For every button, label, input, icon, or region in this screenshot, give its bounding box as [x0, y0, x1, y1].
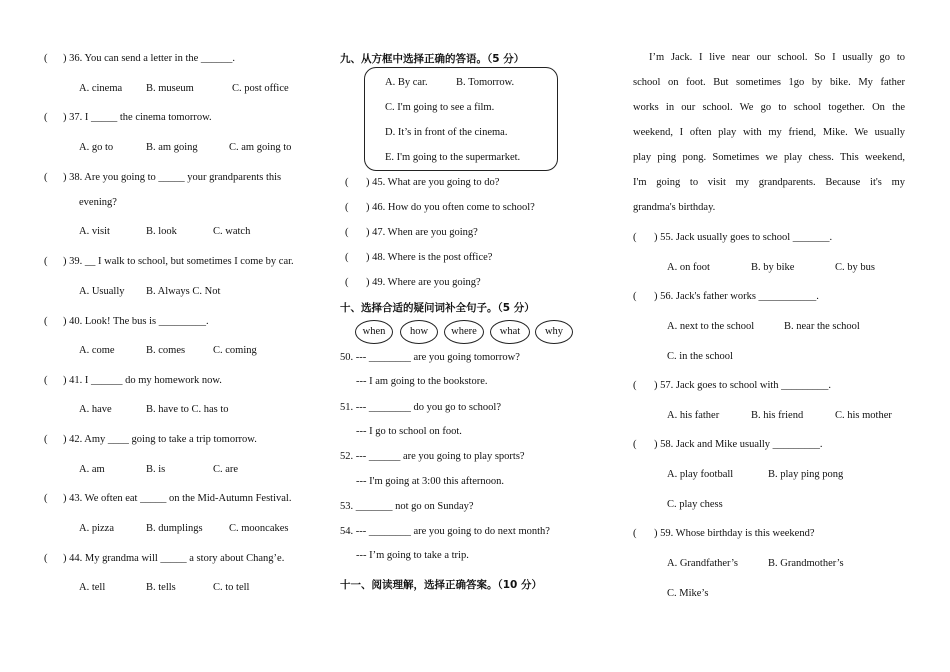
question-57: ) 57. Jack goes to school with _________. — [654, 380, 832, 391]
option-b: B. Always C. Not — [146, 286, 221, 297]
word-where: where — [444, 320, 484, 344]
passage-line: I’m Jack. I live near our school. So I usually go to — [649, 52, 905, 63]
question-38-continued: evening? — [79, 197, 117, 208]
option-c: C. coming — [213, 345, 257, 356]
option-a: A. Grandfather’s — [667, 558, 738, 569]
passage-line: school on foot. But sometimes 1go by bike. My father — [633, 77, 905, 88]
option-c: C. post office — [232, 83, 289, 94]
word-how: how — [400, 320, 438, 344]
option-c: C. play chess — [667, 499, 723, 510]
question-49: ) 49. Where are you going? — [366, 277, 481, 288]
reading-passage — [633, 45, 905, 220]
option-c: C. am going to — [229, 142, 292, 153]
answer-paren[interactable]: ( — [44, 316, 48, 327]
question-58: ) 58. Jack and Mike usually _________. — [654, 439, 823, 450]
box-option-a: A. By car. — [385, 77, 428, 88]
question-51: 51. --- ________ do you go to school? — [340, 402, 501, 413]
answer-paren[interactable]: ( — [44, 493, 48, 504]
question-38: ) 38. Are you going to _____ your grandparents this — [63, 172, 282, 183]
answer-54: --- I’m going to take a trip. — [356, 550, 469, 561]
option-a: A. cinema — [79, 83, 123, 94]
passage-line: grandma's birthday. — [633, 202, 716, 213]
option-a: A. Usually — [79, 286, 125, 297]
word-when: when — [355, 320, 393, 344]
option-b: B. tells — [146, 582, 176, 593]
option-b: B. his friend — [751, 410, 804, 421]
option-c: C. are — [213, 464, 239, 475]
answer-paren[interactable]: ( — [633, 291, 637, 302]
answer-52: --- I'm going at 3:00 this afternoon. — [356, 476, 504, 487]
box-option-b: B. Tomorrow. — [456, 77, 515, 88]
option-a: A. on foot — [667, 262, 710, 273]
answer-50: --- I am going to the bookstore. — [356, 376, 488, 387]
answer-paren[interactable]: ( — [44, 53, 48, 64]
question-46: ) 46. How do you often come to school? — [366, 202, 535, 213]
box-option-e: E. I'm going to the supermarket. — [385, 152, 521, 163]
option-a: A. pizza — [79, 523, 114, 534]
answer-paren[interactable]: ( — [44, 553, 48, 564]
section-10-title: 十、选择合适的疑问词补全句子。（5 分） — [340, 302, 535, 314]
answer-paren[interactable]: ( — [345, 277, 349, 288]
question-43: ) 43. We often eat _____ on the Mid-Autumn Festival. — [63, 493, 292, 504]
option-b: B. play ping pong — [768, 469, 844, 480]
option-b: B. near the school — [784, 321, 860, 332]
question-54: 54. --- ________ are you going to do next month? — [340, 526, 550, 537]
option-b: B. is — [146, 464, 166, 475]
question-53: 53. _______ not go on Sunday? — [340, 501, 474, 512]
answer-paren[interactable]: ( — [345, 202, 349, 213]
option-b: B. museum — [146, 83, 194, 94]
question-37: ) 37. I _____ the cinema tomorrow. — [63, 112, 212, 123]
answer-paren[interactable]: ( — [633, 380, 637, 391]
option-b: B. comes — [146, 345, 186, 356]
question-55: ) 55. Jack usually goes to school _______. — [654, 232, 833, 243]
answer-51: --- I go to school on foot. — [356, 426, 462, 437]
box-option-d: D. It’s in front of the cinema. — [385, 127, 508, 138]
option-c: C. in the school — [667, 351, 733, 362]
question-59: ) 59. Whose birthday is this weekend? — [654, 528, 815, 539]
option-c: C. to tell — [213, 582, 250, 593]
answer-paren[interactable]: ( — [345, 227, 349, 238]
question-41: ) 41. I ______ do my homework now. — [63, 375, 222, 386]
option-a: A. play football — [667, 469, 734, 480]
section-9-title: 九、从方框中选择正确的答语。（5 分） — [340, 53, 525, 65]
option-c: C. watch — [213, 226, 251, 237]
answer-paren[interactable]: ( — [44, 434, 48, 445]
option-a: A. his father — [667, 410, 720, 421]
passage-line: weekend, I often play with my friend, Mike. We usually — [633, 127, 905, 138]
question-39: ) 39. __ I walk to school, but sometimes I come by car. — [63, 256, 294, 267]
option-a: A. next to the school — [667, 321, 755, 332]
passage-line: works in our school. We go to school together. On the — [633, 102, 905, 113]
answer-paren[interactable]: ( — [44, 172, 48, 183]
option-a: A. go to — [79, 142, 114, 153]
box-option-c: C. I'm going to see a film. — [385, 102, 495, 113]
option-b: B. have to C. has to — [146, 404, 229, 415]
question-52: 52. --- ______ are you going to play sports? — [340, 451, 525, 462]
question-48: ) 48. Where is the post office? — [366, 252, 493, 263]
answer-paren[interactable]: ( — [44, 256, 48, 267]
question-56: ) 56. Jack's father works ___________. — [654, 291, 819, 302]
answer-paren[interactable]: ( — [44, 112, 48, 123]
option-c: C. his mother — [835, 410, 892, 421]
question-47: ) 47. When are you going? — [366, 227, 478, 238]
answer-paren[interactable]: ( — [44, 375, 48, 386]
question-40: ) 40. Look! The bus is _________. — [63, 316, 209, 327]
option-b: B. by bike — [751, 262, 795, 273]
question-36: ) 36. You can send a letter in the ______. — [63, 53, 236, 64]
option-c: C. mooncakes — [229, 523, 289, 534]
passage-line: I'm going to visit my grandparents. Because it's my — [633, 177, 905, 188]
question-42: ) 42. Amy ____ going to take a trip tomorrow. — [63, 434, 257, 445]
option-c: C. by bus — [835, 262, 875, 273]
option-b: B. Grandmother’s — [768, 558, 844, 569]
answer-paren[interactable]: ( — [633, 232, 637, 243]
passage-line: play ping pong. Sometimes we play chess. This weekend, — [633, 152, 905, 163]
option-a: A. tell — [79, 582, 106, 593]
option-a: A. am — [79, 464, 105, 475]
answer-paren[interactable]: ( — [633, 528, 637, 539]
option-a: A. come — [79, 345, 115, 356]
option-a: A. visit — [79, 226, 110, 237]
option-a: A. have — [79, 404, 112, 415]
question-44: ) 44. My grandma will _____ a story about Chang’e. — [63, 553, 285, 564]
section-11-title: 十一、阅读理解，选择正确答案。（10 分） — [340, 579, 543, 591]
option-b: B. am going — [146, 142, 198, 153]
option-c: C. Mike’s — [667, 588, 709, 599]
word-why: why — [535, 320, 573, 344]
word-what: what — [490, 320, 530, 344]
question-45: ) 45. What are you going to do? — [366, 177, 500, 188]
option-b: B. dumplings — [146, 523, 203, 534]
answer-paren[interactable]: ( — [345, 177, 349, 188]
question-50: 50. --- ________ are you going tomorrow? — [340, 352, 520, 363]
answer-paren[interactable]: ( — [633, 439, 637, 450]
option-b: B. look — [146, 226, 177, 237]
answer-paren[interactable]: ( — [345, 252, 349, 263]
